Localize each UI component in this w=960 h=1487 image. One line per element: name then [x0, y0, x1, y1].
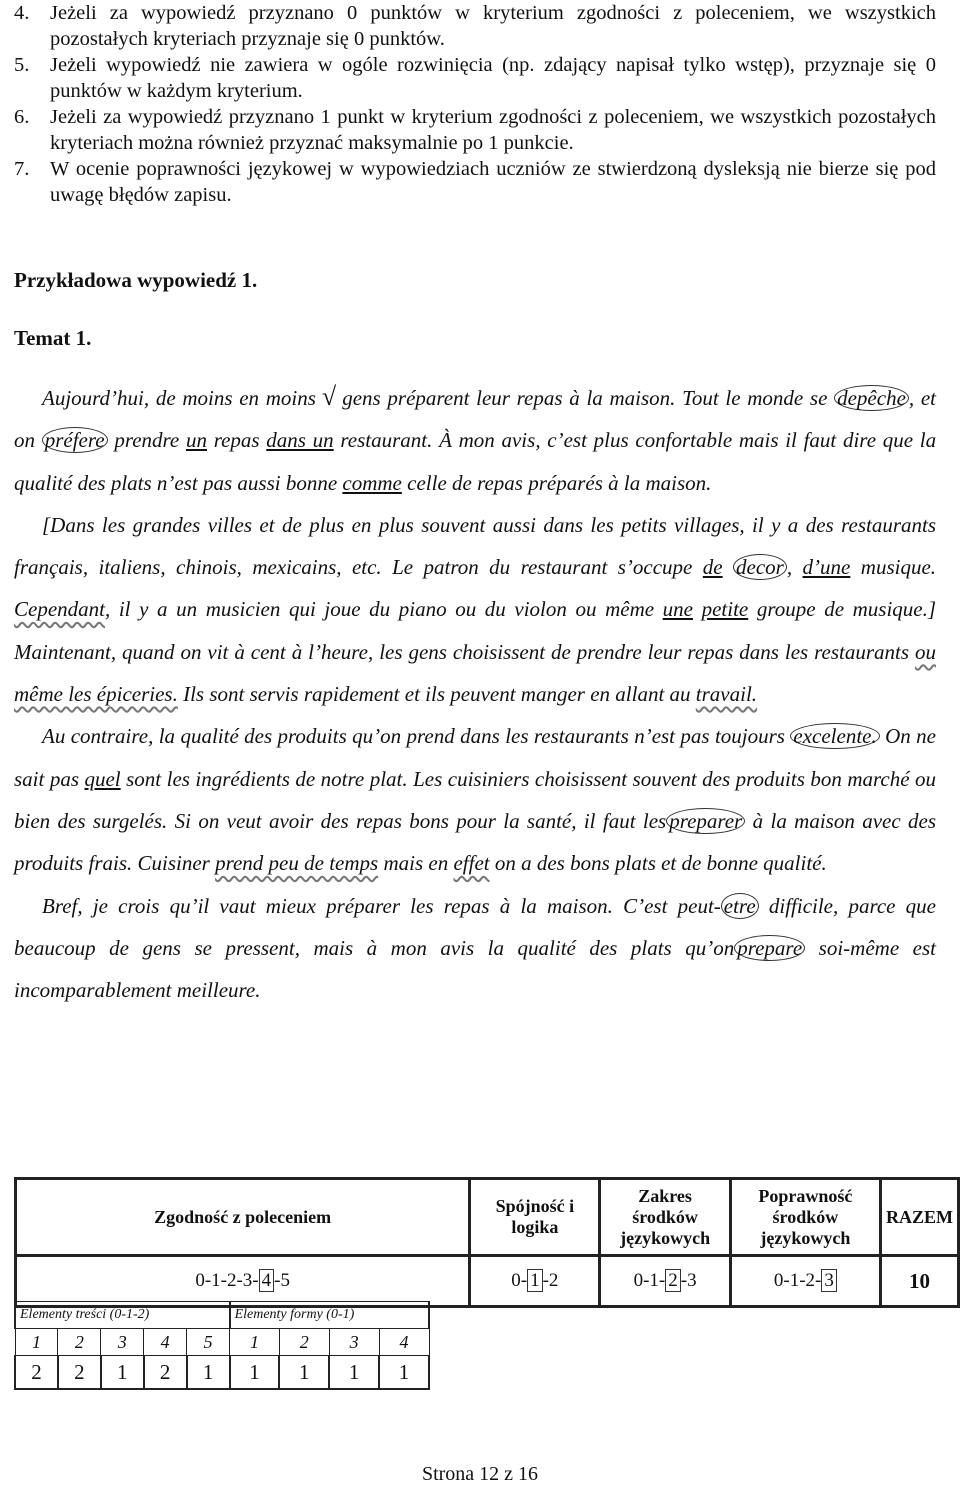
- element-score: 2: [144, 1356, 187, 1390]
- rule-item: 5. Jeżeli wypowiedź nie zawiera w ogóle rozwinięcia (np. zdający napisał tylko wstęp), przyznaje się 0 punktów w każdym kryterium.: [14, 54, 936, 102]
- selected-score: 4: [259, 1269, 275, 1292]
- criterion-header: Zakres środków językowych: [600, 1179, 730, 1256]
- element-index: 1: [230, 1329, 280, 1356]
- element-index: 4: [379, 1329, 429, 1356]
- topic-heading: Temat 1.: [14, 326, 92, 350]
- element-score: 1: [230, 1356, 280, 1390]
- criterion-header: Poprawność środków językowych: [730, 1179, 880, 1256]
- rule-item: 6. Jeżeli za wypowiedź przyznano 1 punkt w kryterium zgodności z poleceniem, we wszystkich pozostałych kryteriach można również przyznać maksymalnie po 1 punkcie.: [14, 106, 936, 154]
- elements-table: [14, 1301, 430, 1390]
- total-score: 10: [881, 1256, 959, 1307]
- underlined-error: un: [185, 428, 207, 453]
- element-index: 5: [187, 1329, 230, 1356]
- form-elements-caption: Elementy formy (0-1): [230, 1302, 429, 1329]
- underlined-error: d’une: [802, 555, 851, 580]
- essay-paragraph: Bref, je crois qu’il vaut mieux préparer les repas à la maison. C’est peut- etre difficile, parce que beaucoup de gens se pressent, mais à mon avis la qualité des plats qu’on prepare soi-même est incomparablement meilleure.: [14, 893, 936, 1003]
- essay-paragraph: Au contraire, la qualité des produits qu’on prend dans les restaurants n’est pas toujours excelente. On ne sait pas quel sont les ingrédients de notre plat. Les cuisiniers choisissent souvent des produits bon marché ou bien des surgelés. Si on veut avoir des repas bons pour la santé, il faut les preparer à la maison avec des produits frais. Cuisiner prend peu de temps mais en effet on a des bons plats et de bonne qualité.: [14, 724, 937, 876]
- selected-score: 1: [527, 1269, 543, 1292]
- underlined-error: petite: [701, 597, 749, 622]
- essay-paragraph: [Dans les grandes villes et de plus en plus souvent aussi dans les petits villages, il y a des restaurants français, italiens, chinois, mexicains, etc. Le patron du restaurant s’occupe de decor , d’une musique. Cependant, il y a un musicien qui joue du piano ou du violon ou même une petite groupe de musique.] Maintenant, quand on vit à cent à l’heure, les gens choisissent de prendre leur repas dans les restaurants ou même les épiceries. Ils sont servis rapidement et ils peuvent manger en allant au travail.: [14, 512, 937, 707]
- circled-error: decor: [733, 554, 787, 580]
- circled-error: prepare: [734, 935, 805, 961]
- circled-error: depêche: [834, 385, 909, 411]
- element-index: 4: [144, 1329, 187, 1356]
- circled-error: etre: [721, 893, 759, 919]
- circled-error: excelente.: [790, 723, 879, 749]
- example-heading: Przykładowa wypowiedź 1.: [14, 268, 258, 292]
- underlined-error: comme: [342, 470, 402, 495]
- rule-item: 7. W ocenie poprawności językowej w wypowiedziach uczniów ze stwierdzoną dysleksją nie bierze się pod uwagę błędów zapisu.: [14, 158, 936, 206]
- underlined-error: dans un: [266, 428, 334, 453]
- student-essay: [14, 376, 936, 1011]
- element-score: 1: [279, 1356, 329, 1390]
- content-elements-caption: Elementy treści (0-1-2): [15, 1302, 230, 1329]
- score-scale: 0-1-2-3- 4 -5: [16, 1256, 470, 1307]
- circled-error: préfere: [42, 427, 108, 453]
- score-table: [14, 1177, 960, 1308]
- element-index: 2: [58, 1329, 101, 1356]
- selected-score: 2: [665, 1269, 681, 1292]
- element-score: 1: [329, 1356, 379, 1390]
- wavy-underlined-error: ou même les épiceries.: [14, 639, 936, 707]
- underlined-error: quel: [84, 766, 121, 791]
- essay-paragraph: Aujourd’hui, de moins en moins √ gens préparent leur repas à la maison. Tout le monde se depêche , et on préfere prendre un repas dans un restaurant. À mon avis, c’est plus confortable mais il faut dire que la qualité des plats n’est pas aussi bonne comme celle de repas préparés à la maison.: [14, 382, 937, 495]
- wavy-underlined-error: Cependant: [14, 597, 105, 622]
- element-score: 2: [58, 1356, 101, 1390]
- element-score: 1: [101, 1356, 144, 1390]
- criterion-header: Spójność i logika: [470, 1179, 600, 1256]
- page-number: Strona 12 z 16: [421, 1463, 539, 1485]
- circled-error: preparer: [666, 808, 745, 834]
- score-scale: 0-1-2- 3: [730, 1256, 880, 1307]
- wavy-underlined-error: effet: [453, 851, 490, 876]
- element-index: 2: [279, 1329, 329, 1356]
- element-score: 1: [187, 1356, 230, 1390]
- selected-score: 3: [821, 1269, 837, 1292]
- wavy-underlined-error: prend peu de temps: [215, 851, 379, 876]
- element-score: 2: [15, 1356, 58, 1390]
- element-score: 1: [379, 1356, 429, 1390]
- wavy-underlined-error: travail.: [695, 682, 758, 707]
- check-mark-icon: √: [321, 382, 337, 411]
- score-scale: 0- 1 -2: [470, 1256, 600, 1307]
- score-scale: 0-1- 2 -3: [600, 1256, 730, 1307]
- criterion-header: Zgodność z poleceniem: [16, 1179, 470, 1256]
- underlined-error: de: [702, 555, 723, 580]
- underlined-error: une: [662, 597, 693, 622]
- total-header: RAZEM: [881, 1179, 959, 1256]
- element-index: 3: [101, 1329, 144, 1356]
- rule-item: 4. Jeżeli za wypowiedź przyznano 0 punktów w kryterium zgodności z poleceniem, we wszystkich pozostałych kryteriach przyznaje się 0 punktów.: [14, 2, 936, 50]
- scoring-rules: [14, 0, 936, 208]
- element-index: 1: [15, 1329, 58, 1356]
- element-index: 3: [329, 1329, 379, 1356]
